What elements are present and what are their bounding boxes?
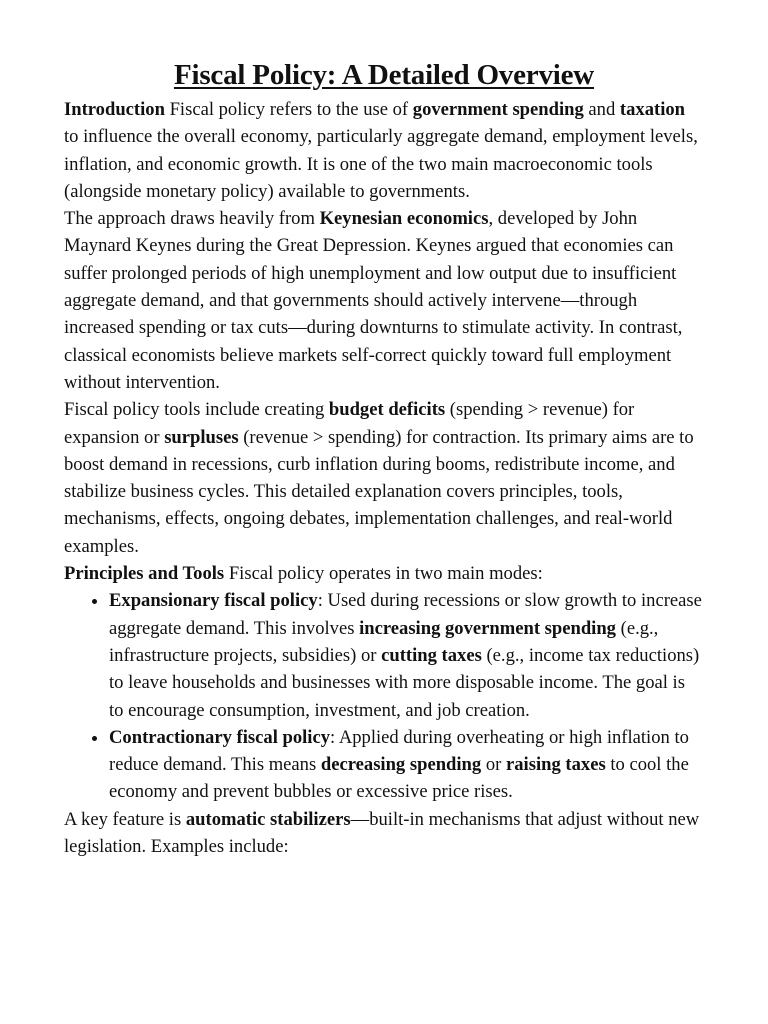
- text-run: to cool the economy and prevent bubbles or excessive price rises.: [109, 754, 689, 803]
- text-run: Fiscal policy operates in two main modes:: [224, 563, 543, 585]
- bold-term: decreasing spending: [320, 754, 482, 776]
- list-item-expansionary: [109, 587, 704, 723]
- principles-paragraph: [64, 560, 704, 587]
- bold-term: Contractionary fiscal policy: [109, 726, 331, 748]
- tools-paragraph: [64, 396, 704, 560]
- text-run: (spending > revenue) for expansion or: [64, 399, 635, 448]
- text-run: Fiscal policy refers to the use of: [164, 99, 413, 120]
- intro-paragraph: [64, 96, 704, 205]
- text-run: : Applied during overheating or high inflation to reduce demand. This means: [109, 726, 689, 776]
- text-run: (e.g., infrastructure projects, subsidies) or: [109, 617, 659, 666]
- bold-term: government spending: [412, 99, 584, 120]
- bold-term: automatic stabilizers: [185, 808, 351, 830]
- bold-term: cutting taxes: [381, 644, 482, 666]
- text-run: : Used during recessions or slow growth to increase aggregate demand. This involves: [109, 590, 702, 639]
- document-title: Fiscal Policy: A Detailed Overview: [173, 59, 595, 91]
- text-run: (e.g., income tax reductions) to leave households and businesses with more disposable income. The goal is to encourage consumption, investment, and job creation.: [109, 644, 700, 721]
- text-run: The approach draws heavily from: [64, 208, 320, 230]
- text-run: (revenue > spending) for contraction. Its primary aims are to boost demand in recessions, curb inflation during booms, redistribute income, and stabilize business cycles. This detailed explanation covers principles, tools, mechanisms, effects, ongoing debates, implementation challenges, and real-world examples.: [64, 426, 694, 557]
- text-run: and: [583, 99, 620, 120]
- policy-mode-list: [64, 587, 704, 805]
- text-run: Fiscal policy tools include creating: [64, 399, 329, 421]
- bold-term: budget deficits: [328, 399, 446, 421]
- stabilizers-paragraph: [64, 806, 704, 861]
- text-run: —built-in mechanisms that adjust without new legislation. Examples include:: [64, 808, 700, 858]
- intro-heading: Introduction: [64, 99, 165, 120]
- keynes-paragraph: [64, 205, 704, 396]
- bold-term: increasing government spending: [359, 617, 616, 639]
- bold-term: raising taxes: [506, 754, 606, 776]
- bold-term: Keynesian economics: [319, 208, 489, 230]
- text-run: A key feature is: [64, 808, 186, 830]
- text-run: , developed by John Maynard Keynes during the Great Depression. Keynes argued that economies can suffer prolonged periods of high unemployment and low output due to insufficient aggregate demand, and that governments should actively intervene—through increased spending or tax cuts—during downturns to stimulate activity. In contrast, classical economists believe markets self-correct quickly toward full employment without intervention.: [64, 208, 683, 393]
- principles-heading: Principles and Tools: [64, 563, 225, 585]
- text-run: or: [481, 754, 506, 776]
- bold-term: taxation: [619, 99, 685, 120]
- text-run: to influence the overall economy, particularly aggregate demand, employment levels, inflation, and economic growth. It is one of the two main macroeconomic tools (alongside monetary policy) available to governments.: [64, 126, 698, 202]
- bold-term: surpluses: [164, 426, 239, 448]
- list-item-contractionary: [109, 724, 704, 806]
- bold-term: Expansionary fiscal policy: [109, 590, 318, 612]
